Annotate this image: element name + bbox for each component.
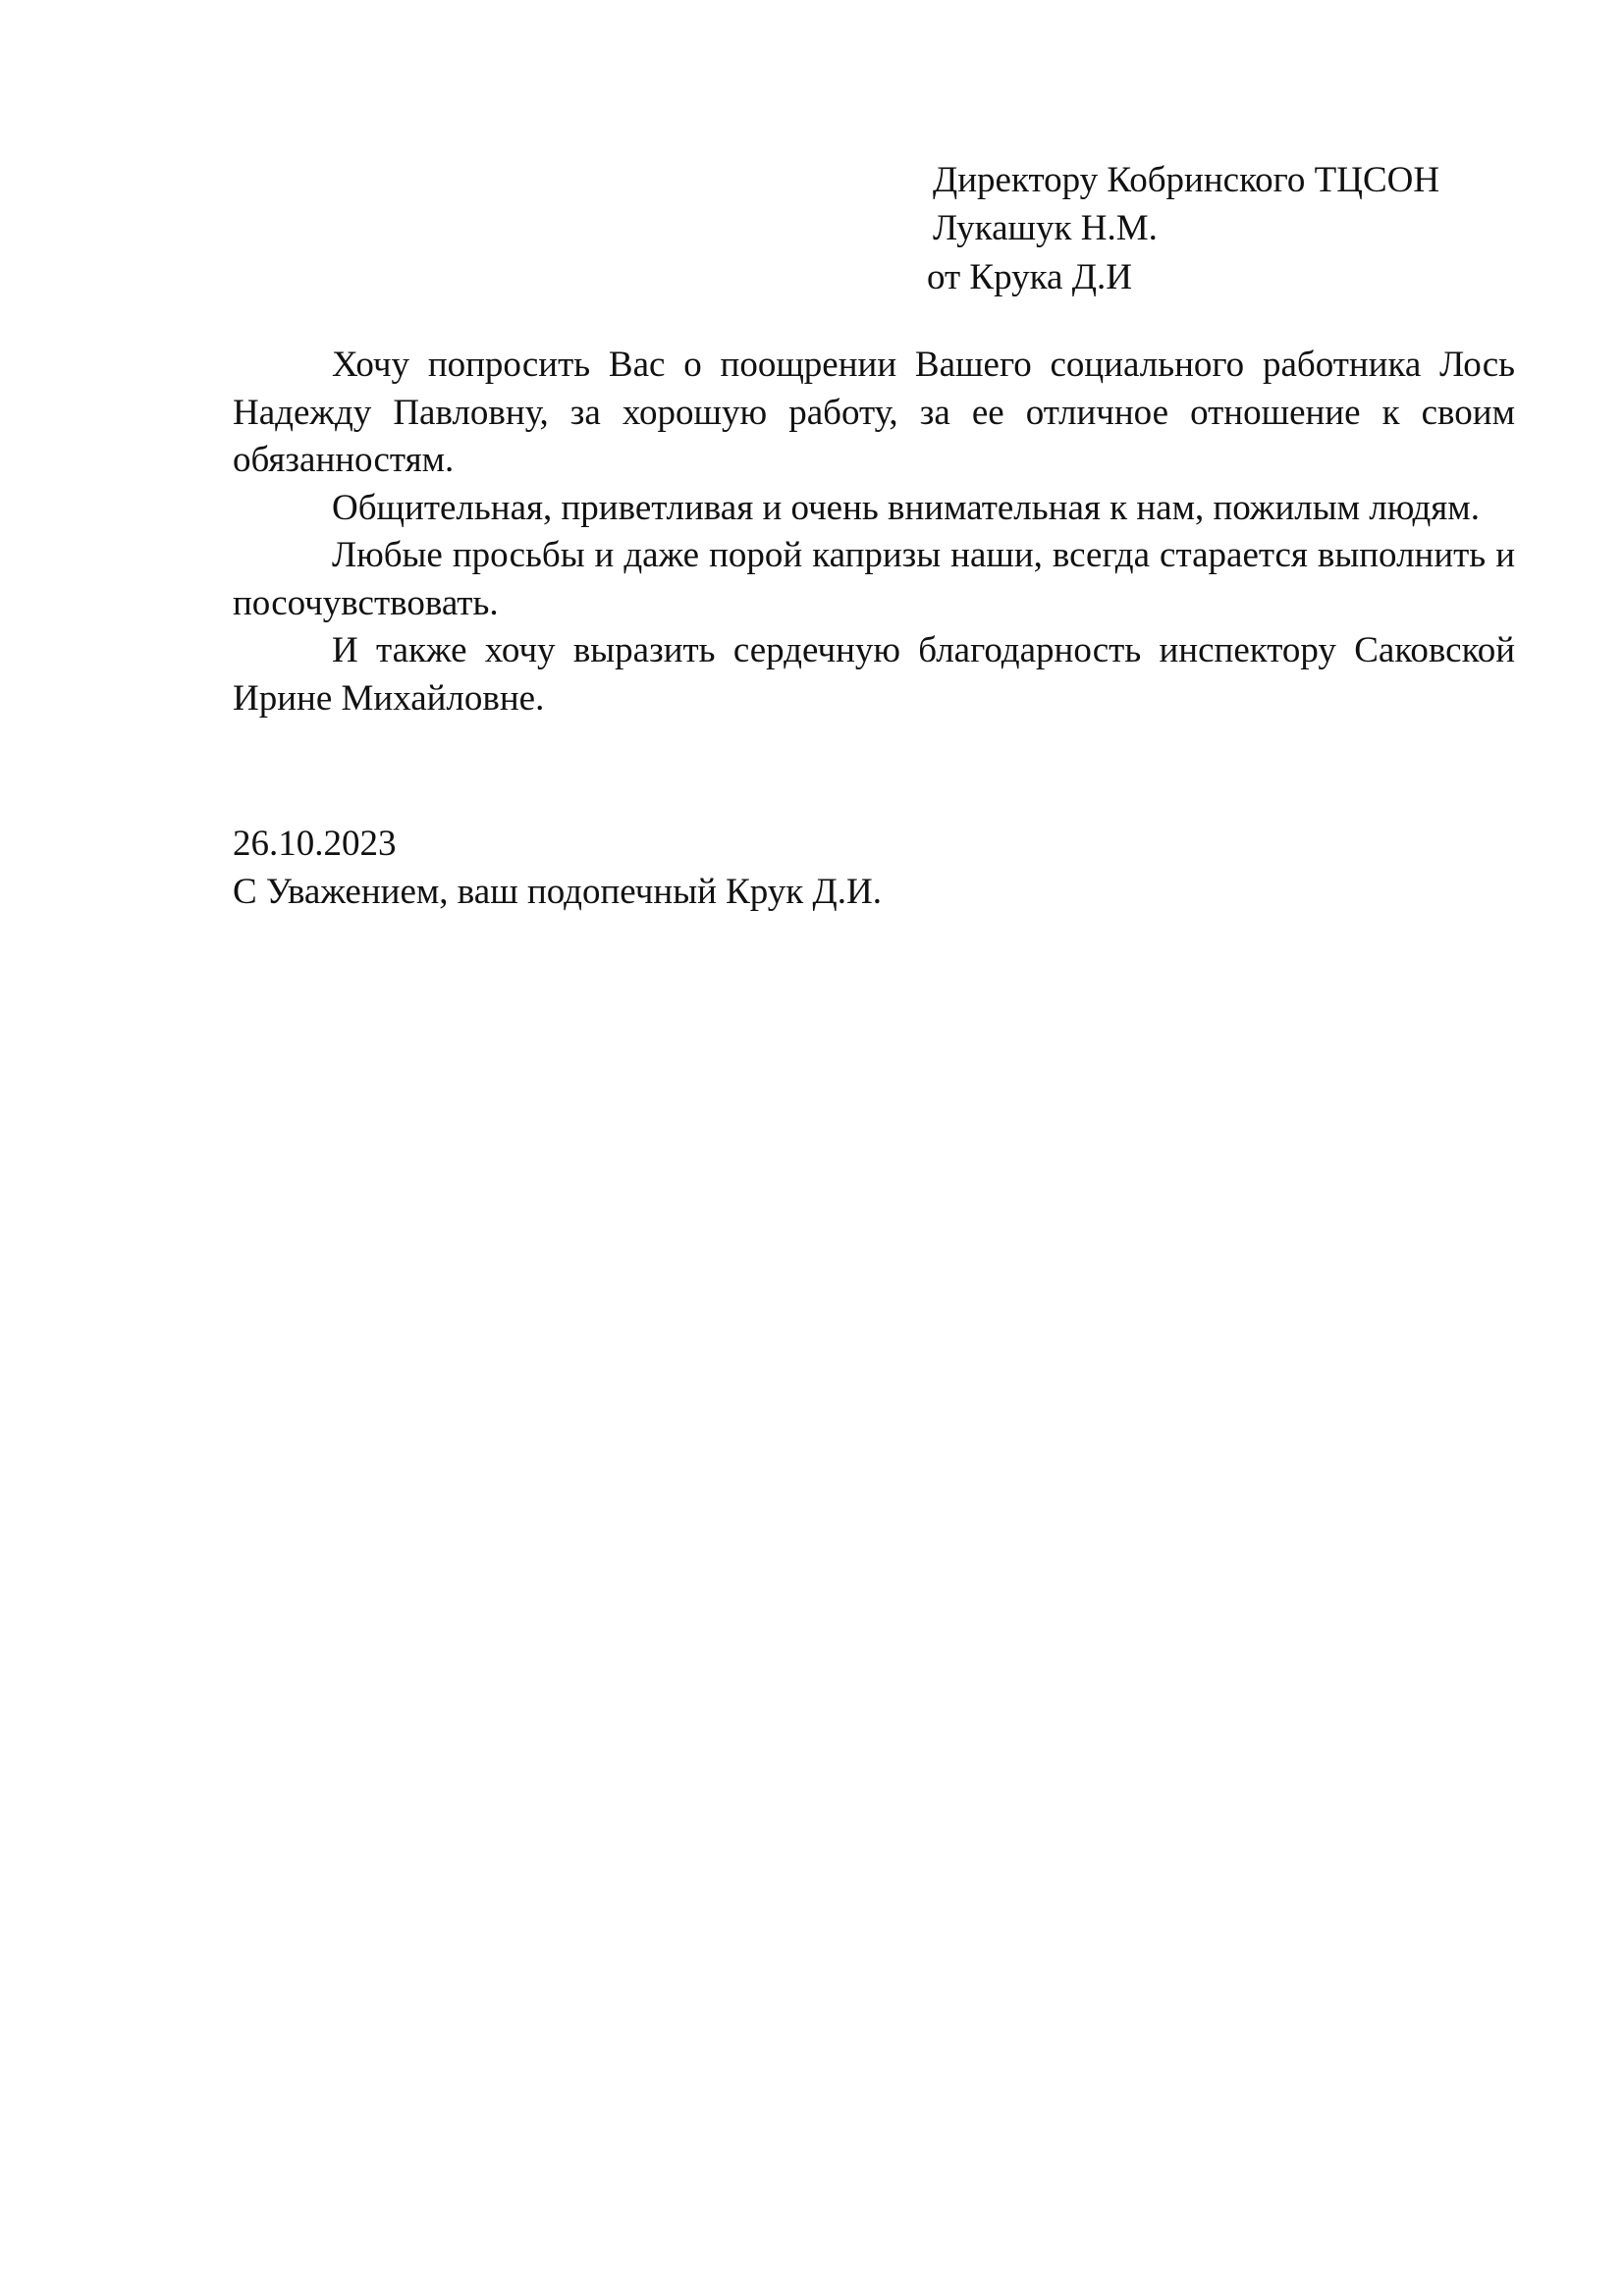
body-paragraph-requests: Любые просьбы и даже порой капризы наши, всегда старается выполнить и посочувствовать. [233,535,1515,623]
letter-date: 26.10.2023 [233,824,397,864]
letter-body [233,342,1515,722]
letter-closing [233,821,882,916]
sender-line: от Крука Д.И [927,257,1132,297]
letter-signature: С Уважением, ваш подопечный Крук Д.И. [233,871,882,912]
addressee-name: Лукашук Н.М. [933,208,1158,248]
body-paragraph-gratitude: И также хочу выразить сердечную благодарность инспектору Саковской Ирине Михайловне. [233,630,1515,719]
addressee-director: Директору Кобринского ТЦСОН [933,160,1440,200]
body-paragraph-request: Хочу попросить Вас о поощрении Вашего социального работника Лось Надежду Павловну, за хорошую работу, за ее отличное отношение к своим обязанностям. [233,345,1515,480]
body-paragraph-qualities: Общительная, приветливая и очень внимательная к нам, пожилым людям. [332,487,1480,528]
